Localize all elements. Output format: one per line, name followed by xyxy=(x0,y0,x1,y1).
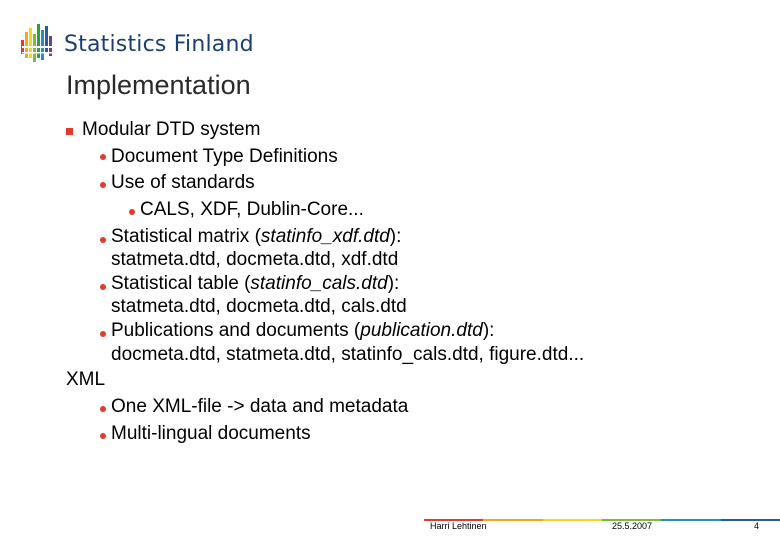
slide-title: Implementation xyxy=(66,70,251,100)
bar-pattern-logo-icon xyxy=(20,22,56,66)
bullet-line xyxy=(82,118,260,142)
level3-bullet xyxy=(129,209,135,215)
line-text: Multi-lingual documents xyxy=(111,423,311,444)
continuation-line xyxy=(111,248,398,272)
line-text: Modular DTD system xyxy=(82,119,261,140)
bullet-line xyxy=(111,225,401,249)
filename-text: statinfo_cals.dtd xyxy=(250,273,388,294)
level2-bullet xyxy=(100,154,106,160)
footer-author: Harri Lehtinen xyxy=(430,521,487,531)
bullet-line xyxy=(111,319,494,343)
line-text: One XML-file -> data and metadata xyxy=(111,396,409,417)
line-text: Statistical table ( xyxy=(111,273,251,294)
section-heading xyxy=(66,368,105,392)
line-text: statmeta.dtd, docmeta.dtd, cals.dtd xyxy=(111,296,407,317)
line-text: ): xyxy=(389,226,402,247)
level2-bullet xyxy=(100,237,106,243)
level2-bullet xyxy=(100,433,106,439)
footer-date: 25.5.2007 xyxy=(612,521,653,531)
footer-color-segment xyxy=(721,519,780,521)
line-text: ): xyxy=(387,273,400,294)
continuation-line xyxy=(111,295,407,319)
footer-color-segment xyxy=(483,519,542,521)
bullet-line xyxy=(111,422,311,446)
line-text: Statistical matrix ( xyxy=(111,226,261,247)
statistics-finland-logo xyxy=(20,22,254,66)
line-text: Publications and documents ( xyxy=(111,320,361,341)
line-text: Document Type Definitions xyxy=(111,146,338,167)
bullet-line xyxy=(111,395,408,419)
footer-color-segment xyxy=(543,519,602,521)
level2-bullet xyxy=(100,182,106,188)
line-text: statmeta.dtd, docmeta.dtd, xdf.dtd xyxy=(111,249,399,270)
level2-bullet xyxy=(100,331,106,337)
line-text: docmeta.dtd, statmeta.dtd, statinfo_cals.dtd, figure.dtd... xyxy=(111,344,585,365)
line-text: ): xyxy=(482,320,495,341)
line-text: XML xyxy=(66,369,106,390)
filename-text: publication.dtd xyxy=(360,320,483,341)
bullet-line xyxy=(111,145,338,169)
line-text: Use of standards xyxy=(111,172,255,193)
bullet-line xyxy=(140,198,364,222)
continuation-line xyxy=(111,343,584,367)
line-text: CALS, XDF, Dublin-Core... xyxy=(140,199,364,220)
level2-bullet xyxy=(100,284,106,290)
footer-color-segment xyxy=(661,519,720,521)
level2-bullet xyxy=(100,406,106,412)
bullet-line xyxy=(111,272,399,296)
brand-name: Statistics Finland xyxy=(64,31,254,57)
filename-text: statinfo_xdf.dtd xyxy=(260,226,390,247)
bullet-line xyxy=(111,171,255,195)
level1-bullet xyxy=(66,128,73,135)
page-number: 4 xyxy=(754,521,760,531)
